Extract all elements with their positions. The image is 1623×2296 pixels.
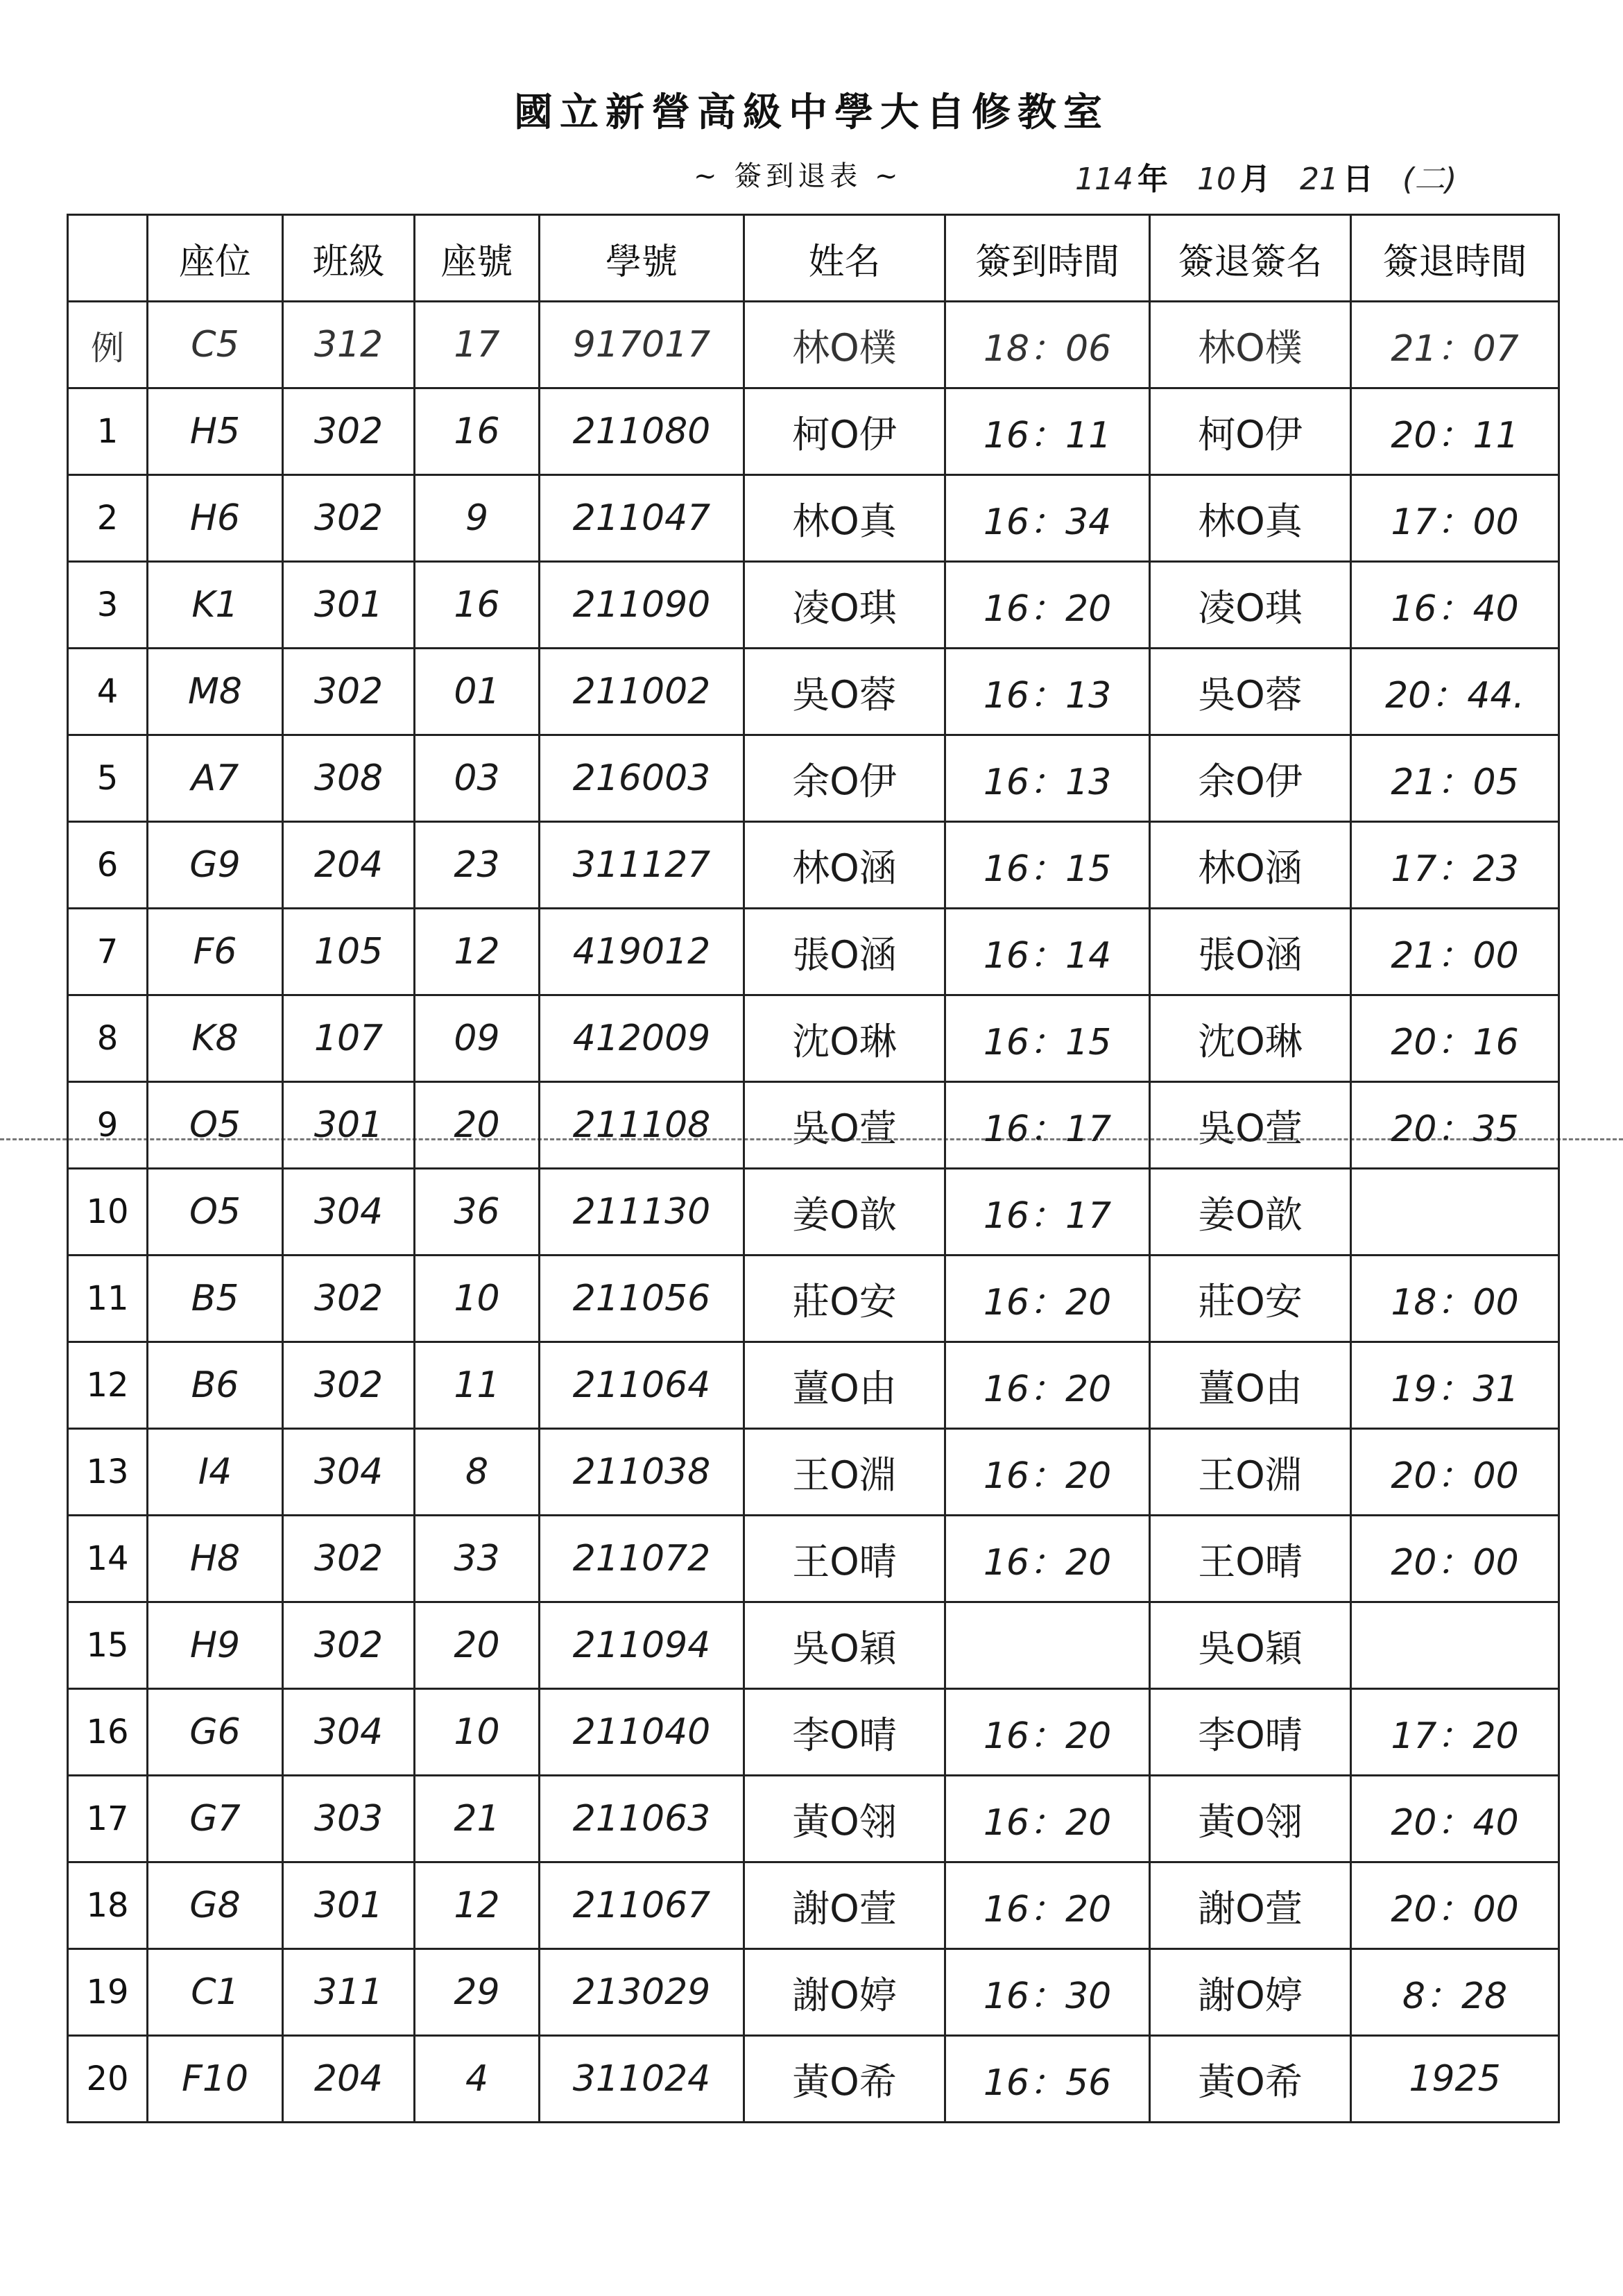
table-row [68,909,1559,995]
row-number: 16 [68,1689,148,1776]
col-header-index [68,215,148,302]
sign-out-cell: 林O真 [1150,475,1351,562]
seat-no-cell: 12 [415,909,540,995]
name-cell: 吳O穎 [744,1602,945,1689]
out-time-cell: 17：00 [1351,475,1559,562]
col-header-out-time: 簽退時間 [1351,215,1559,302]
seat-no-cell: 01 [415,649,540,735]
row-number: 6 [68,822,148,909]
name-cell: 黃O希 [744,2036,945,2123]
student-id-cell: 311127 [540,822,744,909]
student-id-cell: 412009 [540,995,744,1082]
out-time-cell: 20：35 [1351,1082,1559,1169]
in-time-cell: 16：13 [945,735,1150,822]
table-row [68,2036,1559,2123]
class-cell: 302 [283,388,415,475]
name-cell: 柯O伊 [744,388,945,475]
student-id-cell: 211047 [540,475,744,562]
student-id-cell: 211064 [540,1342,744,1429]
out-time-cell: 8：28 [1351,1949,1559,2036]
in-time-cell: 16：30 [945,1949,1150,2036]
student-id-cell: 419012 [540,909,744,995]
in-time-cell: 16：56 [945,2036,1150,2123]
date-month: 10 [1196,162,1236,197]
table-row [68,1949,1559,2036]
table-row [68,475,1559,562]
class-cell: 302 [283,475,415,562]
name-cell: 吳O萱 [744,1082,945,1169]
out-time-cell: 20：11 [1351,388,1559,475]
seat-cell: F10 [148,2036,283,2123]
row-number: 12 [68,1342,148,1429]
row-number: 9 [68,1082,148,1169]
student-id-cell: 917017 [540,302,744,388]
student-id-cell: 211080 [540,388,744,475]
table-row [68,1776,1559,1862]
out-time-cell: 20：40 [1351,1776,1559,1862]
name-cell: 李O晴 [744,1689,945,1776]
seat-no-cell: 23 [415,822,540,909]
class-cell: 301 [283,1082,415,1169]
seat-cell: K8 [148,995,283,1082]
date-line [1075,154,1457,198]
sign-out-cell: 薑O由 [1150,1342,1351,1429]
seat-no-cell: 03 [415,735,540,822]
student-id-cell: 211130 [540,1169,744,1256]
student-id-cell: 211056 [540,1256,744,1342]
seat-cell: H5 [148,388,283,475]
sign-out-cell: 黃O翎 [1150,1776,1351,1862]
in-time-cell: 16：17 [945,1169,1150,1256]
table-row [68,649,1559,735]
in-time-cell: 16：20 [945,562,1150,649]
name-cell: 余O伊 [744,735,945,822]
row-number: 3 [68,562,148,649]
sign-out-cell: 黃O希 [1150,2036,1351,2123]
class-cell: 302 [283,1602,415,1689]
seat-cell: C1 [148,1949,283,2036]
in-time-cell: 16：20 [945,1429,1150,1516]
col-header-seat-no: 座號 [415,215,540,302]
seat-no-cell: 10 [415,1256,540,1342]
seat-no-cell: 09 [415,995,540,1082]
col-header-student-id: 學號 [540,215,744,302]
student-id-cell: 211040 [540,1689,744,1776]
out-time-cell: 16：40 [1351,562,1559,649]
student-id-cell: 311024 [540,2036,744,2123]
name-cell: 莊O安 [744,1256,945,1342]
sign-out-cell: 吳O穎 [1150,1602,1351,1689]
date-day: 21 [1299,162,1339,197]
class-cell: 304 [283,1169,415,1256]
in-time-cell: 16：20 [945,1776,1150,1862]
out-time-cell [1351,1602,1559,1689]
in-time-cell: 16：15 [945,822,1150,909]
out-time-cell: 20：00 [1351,1516,1559,1602]
row-number: 7 [68,909,148,995]
seat-no-cell: 29 [415,1949,540,2036]
student-id-cell: 211002 [540,649,744,735]
class-cell: 302 [283,1516,415,1602]
out-time-cell: 20：00 [1351,1429,1559,1516]
seat-no-cell: 20 [415,1602,540,1689]
out-time-cell: 20：44. [1351,649,1559,735]
name-cell: 黃O翎 [744,1776,945,1862]
row-number: 5 [68,735,148,822]
out-time-cell: 17：23 [1351,822,1559,909]
table-row [68,388,1559,475]
seat-cell: F6 [148,909,283,995]
seat-cell: G7 [148,1776,283,1862]
class-cell: 312 [283,302,415,388]
form-title: 國立新營高級中學大自修教室 [514,89,1109,135]
out-time-cell: 1925 [1351,2036,1559,2123]
table-row [68,1342,1559,1429]
name-cell: 吳O蓉 [744,649,945,735]
date-month-label: 月 [1239,162,1271,197]
name-cell: 王O晴 [744,1516,945,1602]
table-row [68,1256,1559,1342]
sign-out-cell: 李O晴 [1150,1689,1351,1776]
seat-cell: H6 [148,475,283,562]
sign-out-cell: 姜O歆 [1150,1169,1351,1256]
name-cell: 沈O琳 [744,995,945,1082]
table-row [68,1082,1559,1169]
name-cell: 張O涵 [744,909,945,995]
out-time-cell: 20：16 [1351,995,1559,1082]
table-row [68,1602,1559,1689]
class-cell: 204 [283,2036,415,2123]
sign-out-cell: 吳O萱 [1150,1082,1351,1169]
class-cell: 304 [283,1429,415,1516]
class-cell: 105 [283,909,415,995]
student-id-cell: 216003 [540,735,744,822]
seat-no-cell: 11 [415,1342,540,1429]
student-id-cell: 211108 [540,1082,744,1169]
seat-cell: O5 [148,1082,283,1169]
row-number: 15 [68,1602,148,1689]
row-number: 例 [68,302,148,388]
seat-cell: O5 [148,1169,283,1256]
sign-out-cell: 余O伊 [1150,735,1351,822]
row-number: 14 [68,1516,148,1602]
form-subtitle: ~ 簽到退表 ~ [694,160,902,192]
out-time-cell: 21：05 [1351,735,1559,822]
out-time-cell: 17：20 [1351,1689,1559,1776]
row-number: 2 [68,475,148,562]
out-time-cell: 20：00 [1351,1862,1559,1949]
class-cell: 302 [283,1256,415,1342]
seat-no-cell: 33 [415,1516,540,1602]
sign-out-cell: 柯O伊 [1150,388,1351,475]
col-header-class: 班級 [283,215,415,302]
date-year: 114 [1075,162,1133,197]
in-time-cell: 16：20 [945,1342,1150,1429]
sign-out-cell: 沈O琳 [1150,995,1351,1082]
seat-cell: B5 [148,1256,283,1342]
class-cell: 308 [283,735,415,822]
class-cell: 302 [283,1342,415,1429]
name-cell: 薑O由 [744,1342,945,1429]
seat-cell: H9 [148,1602,283,1689]
table-row [68,1689,1559,1776]
row-number: 18 [68,1862,148,1949]
seat-cell: C5 [148,302,283,388]
sign-out-cell: 林O樸 [1150,302,1351,388]
seat-cell: M8 [148,649,283,735]
table-row [68,995,1559,1082]
in-time-cell: 18：06 [945,302,1150,388]
date-day-label: 日 [1342,162,1373,197]
in-time-cell: 16：15 [945,995,1150,1082]
table-header-row [68,215,1559,302]
row-number: 8 [68,995,148,1082]
row-number: 11 [68,1256,148,1342]
table-row [68,562,1559,649]
class-cell: 301 [283,1862,415,1949]
in-time-cell: 16：20 [945,1689,1150,1776]
sign-out-cell: 王O淵 [1150,1429,1351,1516]
class-cell: 304 [283,1689,415,1776]
class-cell: 302 [283,649,415,735]
student-id-cell: 211090 [540,562,744,649]
seat-no-cell: 20 [415,1082,540,1169]
seat-no-cell: 16 [415,562,540,649]
sign-out-cell: 張O涵 [1150,909,1351,995]
seat-no-cell: 16 [415,388,540,475]
table-row [68,1862,1559,1949]
out-time-cell: 19：31 [1351,1342,1559,1429]
seat-no-cell: 36 [415,1169,540,1256]
sign-out-cell: 莊O安 [1150,1256,1351,1342]
table-row [68,1169,1559,1256]
in-time-cell: 16：13 [945,649,1150,735]
out-time-cell [1351,1169,1559,1256]
row-number: 13 [68,1429,148,1516]
student-id-cell: 211072 [540,1516,744,1602]
student-id-cell: 211067 [540,1862,744,1949]
sign-out-cell: 吳O蓉 [1150,649,1351,735]
date-weekday: (二) [1402,162,1457,197]
class-cell: 303 [283,1776,415,1862]
student-id-cell: 211038 [540,1429,744,1516]
out-time-cell: 21：07 [1351,302,1559,388]
seat-cell: K1 [148,562,283,649]
date-year-label: 年 [1137,162,1168,197]
in-time-cell: 16：17 [945,1082,1150,1169]
row-number: 4 [68,649,148,735]
row-number: 20 [68,2036,148,2123]
seat-no-cell: 21 [415,1776,540,1862]
seat-no-cell: 10 [415,1689,540,1776]
name-cell: 謝O萱 [744,1862,945,1949]
name-cell: 謝O婷 [744,1949,945,2036]
seat-no-cell: 8 [415,1429,540,1516]
class-cell: 311 [283,1949,415,2036]
table-row [68,1516,1559,1602]
name-cell: 林O真 [744,475,945,562]
sign-out-cell: 林O涵 [1150,822,1351,909]
seat-cell: A7 [148,735,283,822]
in-time-cell: 16：20 [945,1256,1150,1342]
seat-no-cell: 4 [415,2036,540,2123]
seat-cell: H8 [148,1516,283,1602]
seat-cell: B6 [148,1342,283,1429]
seat-cell: G8 [148,1862,283,1949]
example-row [68,302,1559,388]
seat-no-cell: 12 [415,1862,540,1949]
in-time-cell: 16：20 [945,1862,1150,1949]
out-time-cell: 18：00 [1351,1256,1559,1342]
out-time-cell: 21：00 [1351,909,1559,995]
table-row [68,822,1559,909]
class-cell: 301 [283,562,415,649]
seat-no-cell: 17 [415,302,540,388]
col-header-name: 姓名 [744,215,945,302]
class-cell: 107 [283,995,415,1082]
sign-out-cell: 謝O萱 [1150,1862,1351,1949]
seat-cell: G9 [148,822,283,909]
in-time-cell: 16：11 [945,388,1150,475]
table-row [68,1429,1559,1516]
col-header-in-time: 簽到時間 [945,215,1150,302]
name-cell: 姜O歆 [744,1169,945,1256]
col-header-seat: 座位 [148,215,283,302]
student-id-cell: 211094 [540,1602,744,1689]
class-cell: 204 [283,822,415,909]
student-id-cell: 211063 [540,1776,744,1862]
in-time-cell: 16：20 [945,1516,1150,1602]
in-time-cell [945,1602,1150,1689]
seat-cell: I4 [148,1429,283,1516]
col-header-sign-out: 簽退簽名 [1150,215,1351,302]
in-time-cell: 16：14 [945,909,1150,995]
sign-in-table [67,214,1560,2123]
row-number: 1 [68,388,148,475]
seat-cell: G6 [148,1689,283,1776]
seat-no-cell: 9 [415,475,540,562]
sign-out-cell: 凌O琪 [1150,562,1351,649]
student-id-cell: 213029 [540,1949,744,2036]
in-time-cell: 16：34 [945,475,1150,562]
row-number: 19 [68,1949,148,2036]
name-cell: 林O樸 [744,302,945,388]
sign-out-cell: 王O晴 [1150,1516,1351,1602]
name-cell: 凌O琪 [744,562,945,649]
sign-out-cell: 謝O婷 [1150,1949,1351,2036]
name-cell: 王O淵 [744,1429,945,1516]
table-row [68,735,1559,822]
name-cell: 林O涵 [744,822,945,909]
row-number: 17 [68,1776,148,1862]
row-number: 10 [68,1169,148,1256]
